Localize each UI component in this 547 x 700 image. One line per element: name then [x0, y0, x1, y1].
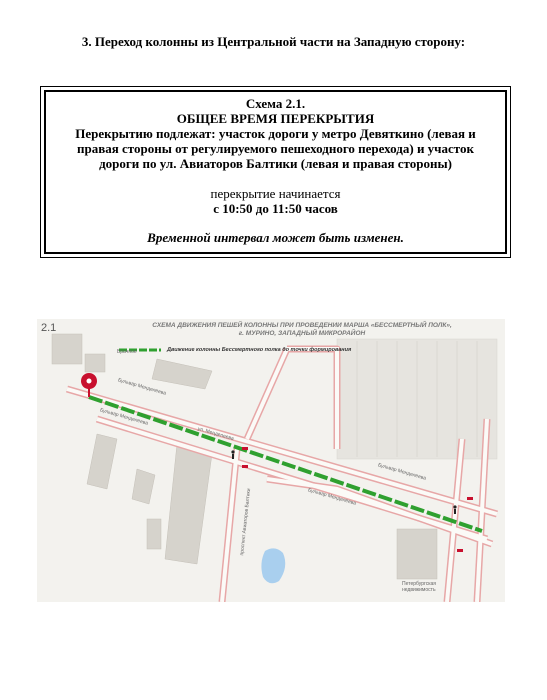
closure-marker: [242, 447, 248, 450]
closure-info-box: [40, 86, 511, 258]
map-label-street: Бульвар Менделеева: [377, 462, 427, 482]
closure-time: с 10:50 до 11:50 часов: [213, 201, 338, 216]
map-id: 2.1: [41, 322, 57, 334]
building: [87, 434, 117, 489]
map-title-line-1: СХЕМА ДВИЖЕНИЯ ПЕШЕЙ КОЛОННЫ ПРИ ПРОВЕДЕНИИ МАРША «БЕССМЕРТНЫЙ ПОЛК»,: [152, 322, 452, 329]
building: [165, 444, 212, 564]
map-label-peterburgskaya: Петербургская недвижимость: [402, 581, 436, 593]
route-map: [37, 319, 505, 602]
interval-note: Временной интервал может быть изменен.: [147, 230, 404, 245]
map-graphic: [37, 319, 505, 602]
building: [147, 519, 161, 549]
section-heading: 3. Переход колонны из Центральной части на Западную сторону:: [81, 34, 466, 49]
building: [397, 529, 437, 579]
building: [132, 469, 155, 504]
scheme-number: Схема 2.1.: [245, 96, 306, 111]
closure-line-3: дороги по ул. Авиаторов Балтики (левая и правая стороны): [99, 156, 452, 171]
building: [85, 354, 105, 372]
closure-title: ОБЩЕЕ ВРЕМЯ ПЕРЕКРЫТИЯ: [176, 111, 375, 126]
legend-label: Движение колонны Бессмертного полка до точки формирования: [167, 347, 352, 353]
map-title: [107, 322, 497, 338]
map-label-street: ул. Менделеева: [196, 425, 235, 443]
map-label-street: Бульвар Менделеева: [307, 487, 357, 507]
closure-marker: [242, 465, 248, 468]
map-label-street: Бульвар Менделеева: [99, 407, 149, 427]
pond: [261, 548, 285, 583]
closure-start-label: перекрытие начинается: [210, 186, 341, 201]
closure-marker: [457, 549, 463, 552]
closure-marker: [467, 497, 473, 500]
closure-info-inner: [44, 90, 507, 254]
closure-line-2: правая стороны от регулируемого пешеходного перехода) и участок: [76, 141, 474, 156]
closure-line-1: Перекрытию подлежат: участок дороги у метро Девяткино (левая и: [75, 126, 476, 141]
building: [52, 334, 82, 364]
map-label-street: проспект Авиаторов Балтики: [239, 488, 253, 556]
map-label-street: Бульвар Менделеева: [117, 377, 167, 397]
map-title-line-2: г. МУРИНО, ЗАПАДНЫЙ МИКРОРАЙОН: [238, 330, 366, 337]
map-label-brachnoe: Брачное: [117, 349, 137, 355]
building: [152, 359, 212, 389]
